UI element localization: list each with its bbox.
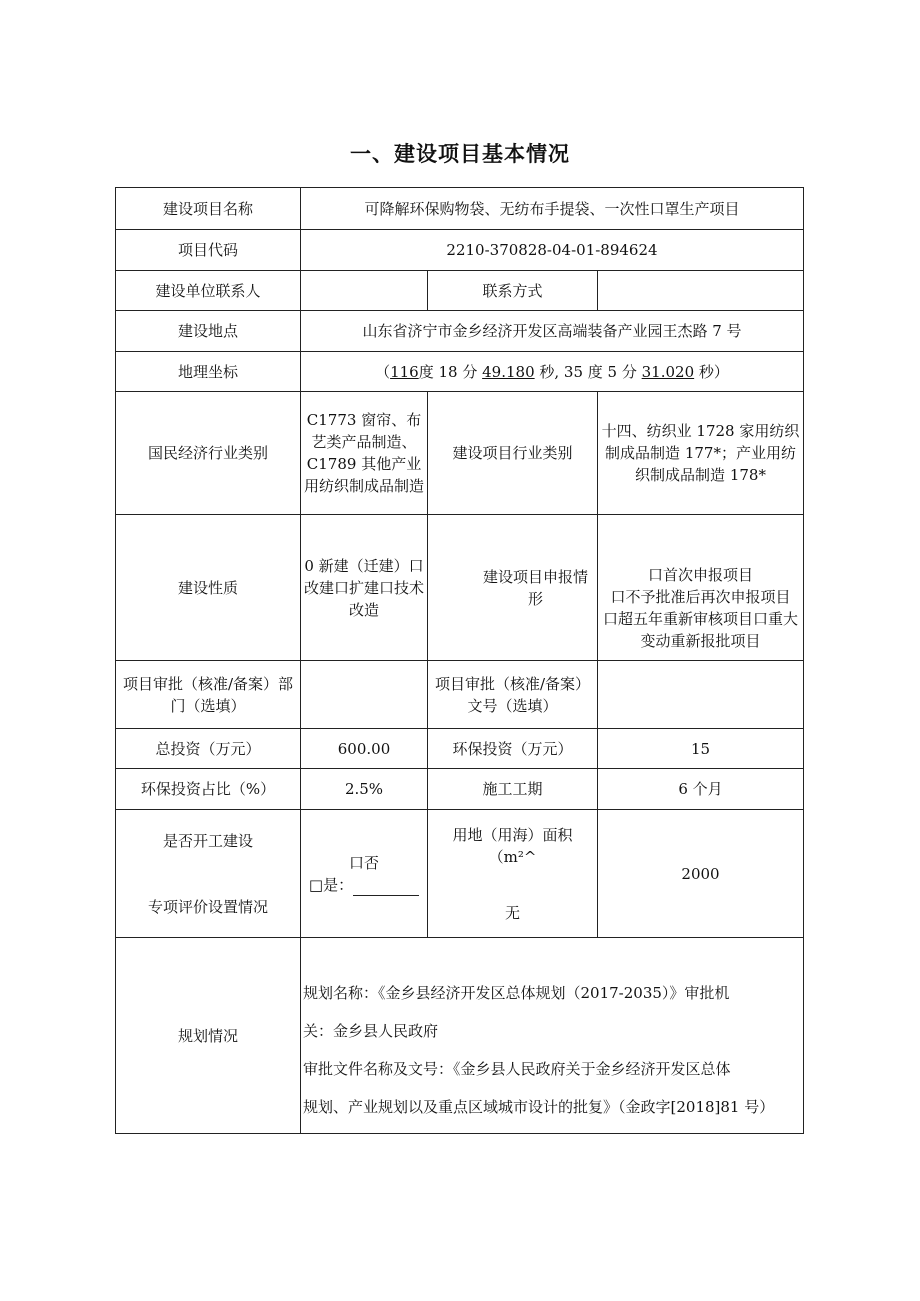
project-code-label: 项目代码 xyxy=(116,230,301,271)
contact-method-value xyxy=(598,271,804,311)
started-and-special-labels xyxy=(116,810,301,938)
land-area-label-cell xyxy=(428,810,598,938)
construction-nature-value: 0 新建（迁建）口改建口扩建口技术改造 xyxy=(301,515,428,661)
planning-value xyxy=(301,938,804,1134)
approval-number-value xyxy=(598,661,804,729)
started-construction-label: 是否开工建设 xyxy=(162,831,253,850)
option-not-started: 口否 xyxy=(348,853,379,872)
approval-department-label: 项目审批（核准/备案）部门（选填） xyxy=(116,661,301,729)
option-first-application: 口首次申报项目 xyxy=(647,565,753,584)
application-type-options xyxy=(598,515,804,661)
industry-category-value: C1773 窗帘、布艺类产品制造、C1789 其他产业用纺织制成品制造 xyxy=(301,392,428,515)
env-ratio-value: 2.5% xyxy=(301,769,428,810)
construction-nature-label: 建设性质 xyxy=(116,515,301,661)
coordinates-label: 地理坐标 xyxy=(116,352,301,392)
table-row xyxy=(116,188,804,230)
table-row xyxy=(116,729,804,769)
industry-category-label: 国民经济行业类别 xyxy=(116,392,301,515)
table-row xyxy=(116,352,804,392)
location-value: 山东省济宁市金乡经济开发区高端装备产业园王杰路 7 号 xyxy=(301,311,804,352)
table-row xyxy=(116,311,804,352)
started-construction-options xyxy=(301,810,428,938)
land-area-value: 2000 xyxy=(598,810,804,938)
planning-line: 关：金乡县人民政府 xyxy=(303,1021,439,1040)
project-info-table xyxy=(115,187,804,1134)
total-investment-label: 总投资（万元） xyxy=(116,729,301,769)
application-type-label: 建设项目申报情形 xyxy=(428,515,598,661)
blank-line xyxy=(353,881,419,896)
approval-department-value xyxy=(301,661,428,729)
table-row xyxy=(116,392,804,515)
project-name-value: 可降解环保购物袋、无纺布手提袋、一次性口罩生产项目 xyxy=(301,188,804,230)
approval-number-label: 项目审批（核准/备案）文号（选填） xyxy=(428,661,598,729)
planning-line: 审批文件名称及文号：《金乡县人民政府关于金乡经济开发区总体 xyxy=(303,1059,731,1078)
planning-line: 规划名称：《金乡县经济开发区总体规划（2017-2035）》审批机 xyxy=(303,983,730,1002)
special-evaluation-label: 专项评价设置情况 xyxy=(147,897,268,916)
option-reexamination: 口超五年重新审核项目口重大变动重新报批项目 xyxy=(602,609,798,650)
land-area-label: 用地（用海）面积（m²^ xyxy=(452,825,573,866)
construction-period-label: 施工工期 xyxy=(428,769,598,810)
planning-line: 规划、产业规划以及重点区域城市设计的批复》（金政字[2018]81 号） xyxy=(303,1097,775,1116)
env-investment-value: 15 xyxy=(598,729,804,769)
location-label: 建设地点 xyxy=(116,311,301,352)
special-evaluation-value: 无 xyxy=(504,903,520,922)
table-row xyxy=(116,938,804,1134)
option-started: □是： xyxy=(303,874,425,896)
contact-method-label: 联系方式 xyxy=(428,271,598,311)
table-row xyxy=(116,769,804,810)
page-title: 一、建设项目基本情况 xyxy=(350,142,570,166)
project-name-label: 建设项目名称 xyxy=(116,188,301,230)
env-ratio-label: 环保投资占比（%） xyxy=(116,769,301,810)
table-row xyxy=(116,810,804,938)
coordinates-value: （116度 18 分 49.180 秒, 35 度 5 分 31.020 秒） xyxy=(301,352,804,392)
project-code-value: 2210-370828-04-01-894624 xyxy=(301,230,804,271)
construction-period-value: 6 个月 xyxy=(598,769,804,810)
option-reapplication: 口不予批准后再次申报项目 xyxy=(610,587,791,606)
project-industry-value: 十四、纺织业 1728 家用纺织制成品制造 177*；产业用纺织制成品制造 178* xyxy=(598,392,804,515)
total-investment-value: 600.00 xyxy=(301,729,428,769)
table-row xyxy=(116,271,804,311)
contact-person-value xyxy=(301,271,428,311)
table-row xyxy=(116,230,804,271)
contact-person-label: 建设单位联系人 xyxy=(116,271,301,311)
table-row xyxy=(116,515,804,661)
planning-label: 规划情况 xyxy=(116,938,301,1134)
env-investment-label: 环保投资（万元） xyxy=(428,729,598,769)
project-industry-label: 建设项目行业类别 xyxy=(428,392,598,515)
table-row xyxy=(116,661,804,729)
